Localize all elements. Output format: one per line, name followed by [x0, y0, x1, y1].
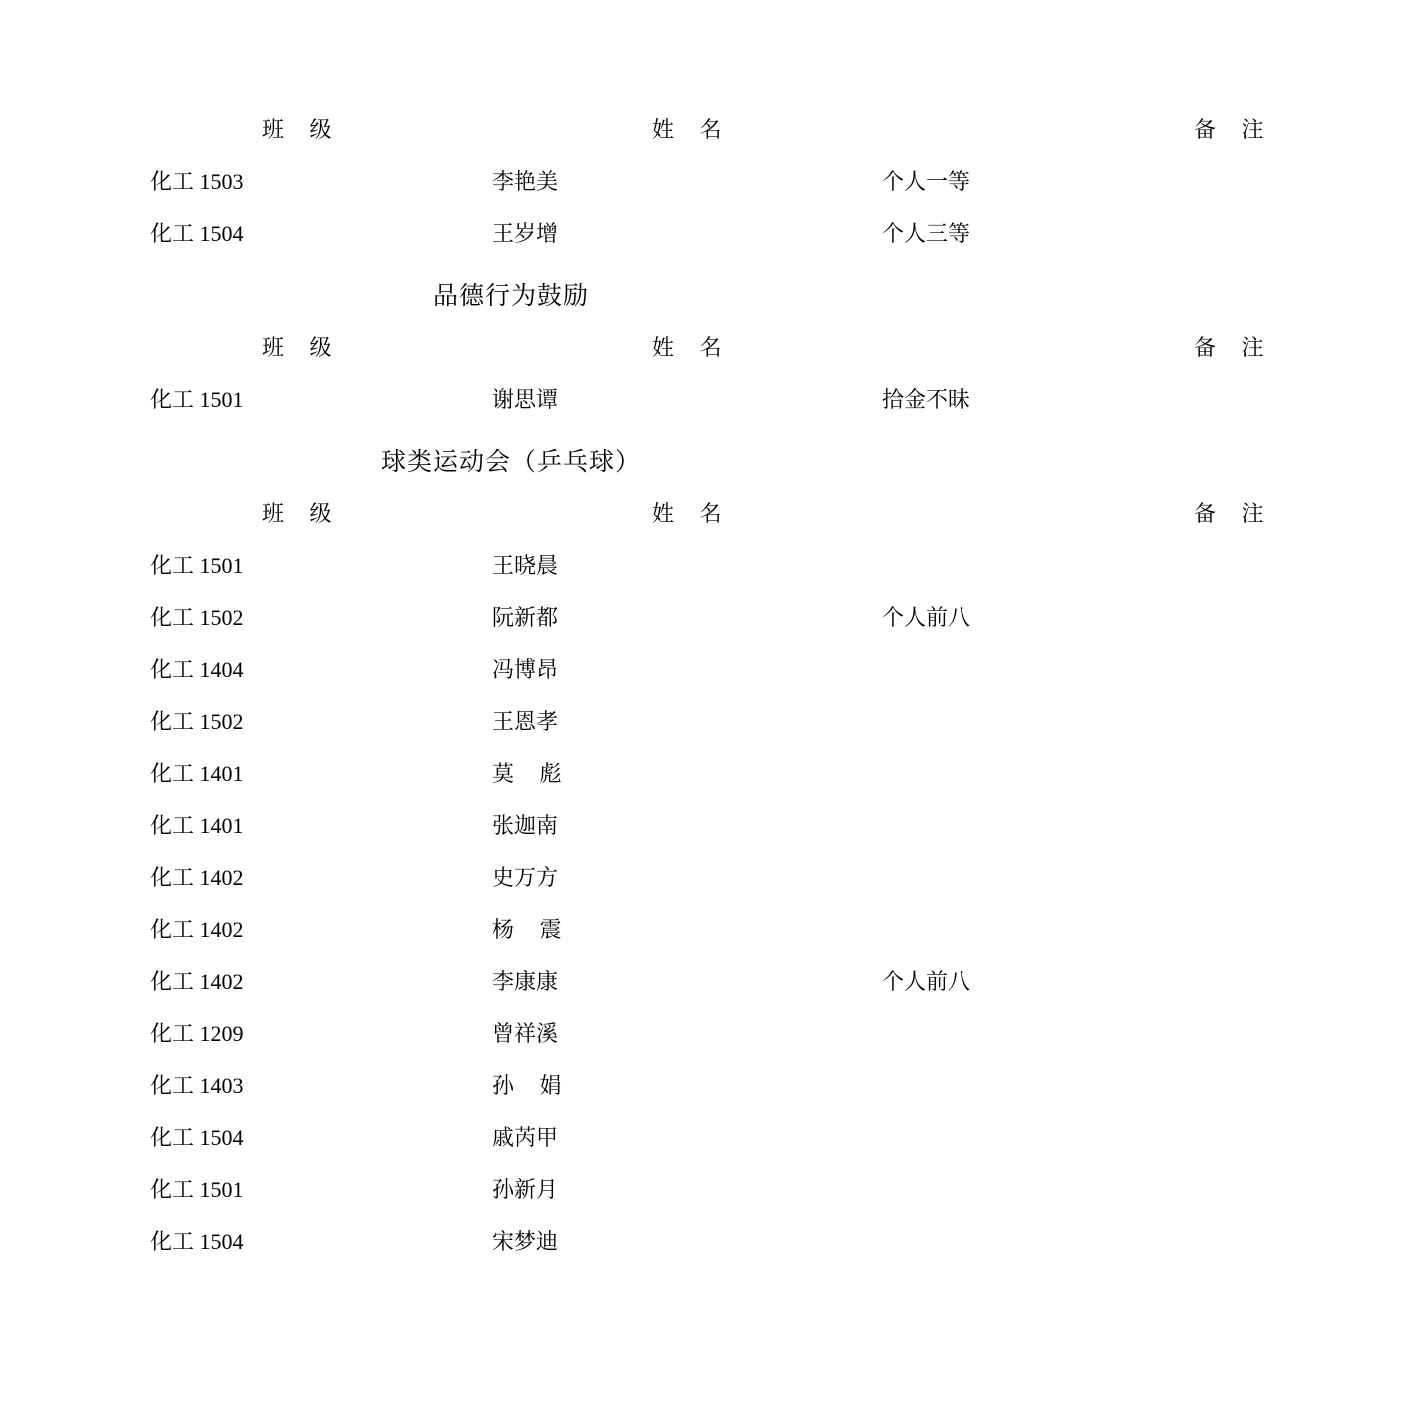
cell-note: 个人前八 [882, 969, 971, 994]
cell-class: 化工 1402 [150, 969, 244, 994]
cell-name: 曾祥溪 [492, 1021, 559, 1046]
cell-note [882, 904, 1424, 956]
column-header-class: 班 级 [262, 501, 342, 526]
cell-note [882, 1112, 1424, 1164]
table-row [150, 696, 1424, 748]
cell-name: 宋梦迪 [492, 1229, 559, 1254]
column-header-class: 班 级 [262, 117, 342, 142]
cell-name: 阮新都 [492, 605, 559, 630]
cell-note [882, 748, 1424, 800]
cell-note [882, 540, 1424, 592]
cell-note [882, 696, 1424, 748]
cell-class: 化工 1504 [150, 1125, 244, 1150]
cell-name: 杨 震 [492, 917, 572, 942]
cell-name: 莫 彪 [492, 761, 572, 786]
cell-class: 化工 1401 [150, 761, 244, 786]
cell-class: 化工 1501 [150, 1177, 244, 1202]
cell-class: 化工 1501 [150, 387, 244, 412]
section-title-table-tennis: 球类运动会（乒乓球） [380, 449, 641, 476]
cell-note: 个人一等 [882, 169, 971, 194]
cell-class: 化工 1501 [150, 553, 244, 578]
roster-table-top [150, 104, 1424, 260]
cell-class: 化工 1209 [150, 1021, 244, 1046]
table-row [150, 1164, 1424, 1216]
cell-note: 个人三等 [882, 221, 971, 246]
table-row [150, 852, 1424, 904]
cell-note [882, 1164, 1424, 1216]
table-row [150, 800, 1424, 852]
cell-class: 化工 1401 [150, 813, 244, 838]
roster-table-moral [150, 322, 1424, 426]
cell-class: 化工 1402 [150, 865, 244, 890]
column-header-note: 备 注 [1194, 501, 1274, 526]
table-row [150, 1008, 1424, 1060]
cell-name: 王恩孝 [492, 709, 559, 734]
cell-name: 李康康 [492, 969, 559, 994]
roster-table-table-tennis [150, 488, 1424, 1268]
table-row [150, 1112, 1424, 1164]
table-row [150, 374, 1424, 426]
cell-note [882, 1008, 1424, 1060]
column-header-note: 备 注 [1194, 335, 1274, 360]
cell-name: 李艳美 [492, 169, 559, 194]
table-row [150, 1060, 1424, 1112]
cell-name: 冯博昂 [492, 657, 559, 682]
column-header-class: 班 级 [262, 335, 342, 360]
cell-note [882, 800, 1424, 852]
cell-name: 王晓晨 [492, 553, 559, 578]
column-header-name: 姓 名 [652, 117, 732, 142]
table-row [150, 208, 1424, 260]
table-row [150, 956, 1424, 1008]
cell-name: 谢思谭 [492, 387, 559, 412]
table-row [150, 540, 1424, 592]
cell-name: 孙 娟 [492, 1073, 572, 1098]
cell-class: 化工 1404 [150, 657, 244, 682]
table-header-row [150, 322, 1424, 374]
column-header-name: 姓 名 [652, 501, 732, 526]
table-row [150, 644, 1424, 696]
cell-class: 化工 1403 [150, 1073, 244, 1098]
table-row [150, 156, 1424, 208]
cell-class: 化工 1503 [150, 169, 244, 194]
column-header-note: 备 注 [1194, 117, 1274, 142]
cell-name: 史万方 [492, 865, 559, 890]
cell-note [882, 852, 1424, 904]
table-header-row [150, 488, 1424, 540]
cell-note [882, 1216, 1424, 1268]
cell-class: 化工 1504 [150, 1229, 244, 1254]
cell-name: 孙新月 [492, 1177, 559, 1202]
cell-note [882, 644, 1424, 696]
table-header-row [150, 104, 1424, 156]
cell-note [882, 1060, 1424, 1112]
cell-name: 戚芮甲 [492, 1125, 559, 1150]
column-header-name: 姓 名 [652, 335, 732, 360]
cell-class: 化工 1502 [150, 605, 244, 630]
table-row [150, 1216, 1424, 1268]
table-row [150, 748, 1424, 800]
table-row [150, 592, 1424, 644]
cell-name: 王岁增 [492, 221, 559, 246]
section-title-moral: 品德行为鼓励 [432, 283, 589, 310]
cell-class: 化工 1504 [150, 221, 244, 246]
cell-note: 拾金不昧 [882, 387, 971, 412]
cell-note: 个人前八 [882, 605, 971, 630]
cell-name: 张迦南 [492, 813, 559, 838]
cell-class: 化工 1502 [150, 709, 244, 734]
table-row [150, 904, 1424, 956]
cell-class: 化工 1402 [150, 917, 244, 942]
